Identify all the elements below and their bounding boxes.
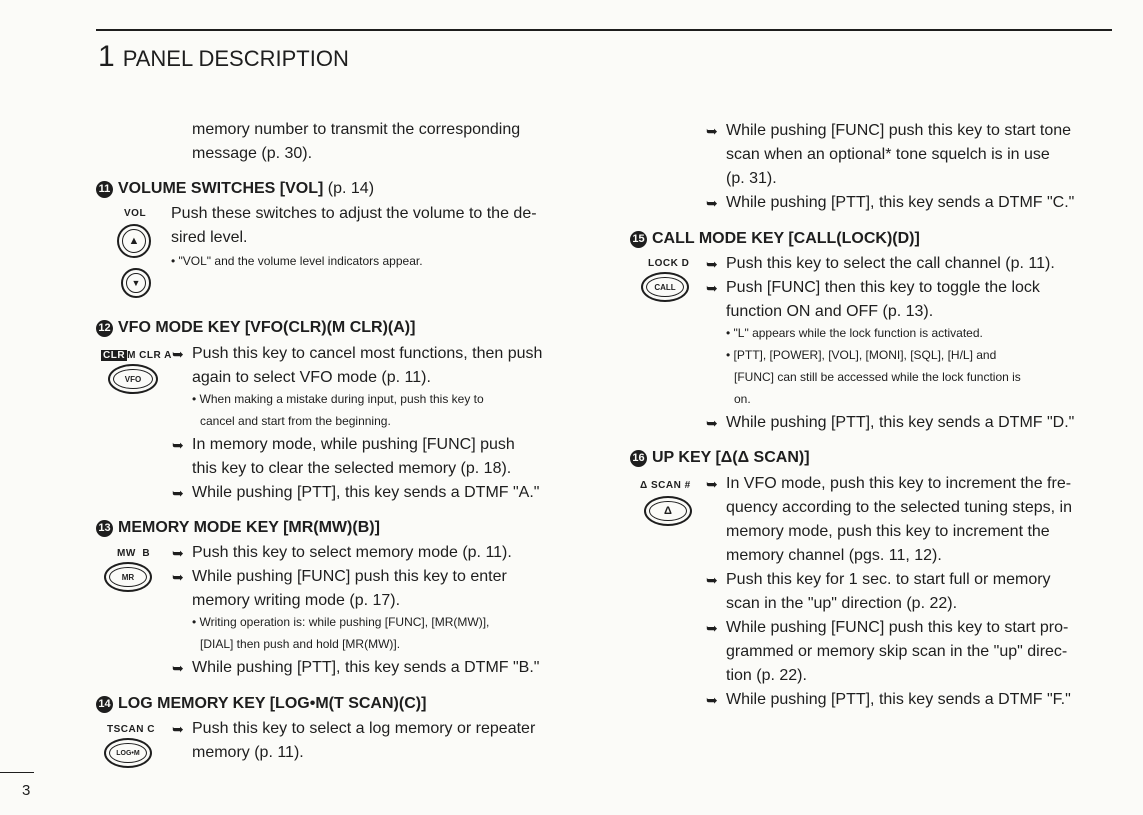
up-key-face: Δ bbox=[649, 501, 687, 521]
section-number-badge: 15 bbox=[630, 231, 647, 248]
section-heading-call bbox=[630, 227, 920, 251]
memory-p2-line-1: While pushing [FUNC] push this key to enter bbox=[192, 568, 507, 585]
up-p1-line-3: memory mode, push this key to increment the bbox=[726, 523, 1050, 540]
volume-text-1: Push these switches to adjust the volume to the de- bbox=[171, 205, 537, 222]
page-title bbox=[98, 40, 349, 74]
triangle-down-icon: ▼ bbox=[131, 278, 141, 288]
arrow-icon: ➥ bbox=[172, 545, 184, 561]
logm-key-label: TSCAN C bbox=[107, 724, 155, 735]
up-p3-line-1: While pushing [FUNC] push this key to start pro- bbox=[726, 619, 1069, 636]
arrow-icon: ➥ bbox=[172, 485, 184, 501]
arrow-icon: ➥ bbox=[706, 123, 718, 139]
intro-line-2: message (p. 30). bbox=[192, 145, 313, 162]
section-title: VFO MODE KEY [VFO(CLR)(M CLR)(A)] bbox=[118, 319, 416, 336]
up-p3-line-2: grammed or memory skip scan in the "up" direc- bbox=[726, 643, 1068, 660]
arrow-icon: ➥ bbox=[172, 660, 184, 676]
up-p3-line-3: tion (p. 22). bbox=[726, 667, 807, 684]
call-p3: While pushing [PTT], this key sends a DTMF "D." bbox=[726, 414, 1075, 431]
call-note-2-line-1: • [PTT], [POWER], [VOL], [MONI], [SQL], [H/L] and bbox=[726, 348, 997, 362]
vfo-p3: While pushing [PTT], this key sends a DTMF "A." bbox=[192, 484, 540, 501]
page-number: 3 bbox=[22, 782, 31, 799]
call-p1: Push this key to select the call channel (p. 11). bbox=[726, 255, 1055, 272]
volume-note: • "VOL" and the volume level indicators appear. bbox=[171, 254, 423, 268]
vfo-key-face: VFO bbox=[113, 369, 153, 389]
up-p2-line-2: scan in the "up" direction (p. 22). bbox=[726, 595, 958, 612]
chapter-title: PANEL DESCRIPTION bbox=[122, 46, 349, 71]
section-number-badge: 11 bbox=[96, 181, 113, 198]
logm-key-button[interactable] bbox=[104, 738, 152, 768]
cont-p2: While pushing [PTT], this key sends a DTMF "C." bbox=[726, 194, 1075, 211]
up-key-button[interactable] bbox=[644, 496, 692, 526]
mr-key-label: MW B bbox=[117, 548, 151, 559]
section-title: MEMORY MODE KEY [MR(MW)(B)] bbox=[118, 519, 380, 536]
section-title: VOLUME SWITCHES [VOL] bbox=[118, 180, 324, 197]
mr-key-button[interactable] bbox=[104, 562, 152, 592]
vfo-p2-line-2: this key to clear the selected memory (p. 18). bbox=[192, 460, 512, 477]
call-key-face: CALL bbox=[646, 277, 684, 297]
up-p1-line-2: quency according to the selected tuning steps, in bbox=[726, 499, 1072, 516]
up-key-label: Δ SCAN # bbox=[640, 480, 691, 491]
vfo-note-1: • When making a mistake during input, push this key to bbox=[192, 392, 484, 406]
up-p1-line-4: memory channel (pgs. 11, 12). bbox=[726, 547, 942, 564]
footer-rule bbox=[0, 772, 34, 773]
section-number-badge: 16 bbox=[630, 450, 647, 467]
up-p2-line-1: Push this key for 1 sec. to start full or memory bbox=[726, 571, 1051, 588]
vfo-note-2: cancel and start from the beginning. bbox=[200, 414, 391, 428]
up-p1-line-1: In VFO mode, push this key to increment the fre- bbox=[726, 475, 1072, 492]
arrow-icon: ➥ bbox=[706, 280, 718, 296]
call-note-1: • "L" appears while the lock function is activated. bbox=[726, 326, 983, 340]
arrow-icon: ➥ bbox=[706, 415, 718, 431]
volume-up-button[interactable] bbox=[117, 224, 151, 258]
section-heading-memory bbox=[96, 516, 380, 540]
logm-p1-line-2: memory (p. 11). bbox=[192, 744, 304, 761]
header-rule bbox=[96, 29, 1112, 31]
vfo-key-label: CLR M CLR A bbox=[103, 350, 172, 361]
cont-p1-line-1: While pushing [FUNC] push this key to start tone bbox=[726, 122, 1072, 139]
vfo-p1-line-1: Push this key to cancel most functions, then push bbox=[192, 345, 543, 362]
arrow-icon: ➥ bbox=[706, 572, 718, 588]
section-page-ref: (p. 14) bbox=[323, 180, 375, 197]
arrow-icon: ➥ bbox=[706, 692, 718, 708]
up-p4: While pushing [PTT], this key sends a DTMF "F." bbox=[726, 691, 1071, 708]
memory-p2-line-2: memory writing mode (p. 17). bbox=[192, 592, 401, 609]
intro-line-1: memory number to transmit the corresponding bbox=[192, 121, 521, 138]
cont-p1-line-2: scan when an optional* tone squelch is in use bbox=[726, 146, 1050, 163]
volume-text-2: sired level. bbox=[171, 229, 248, 246]
memory-note-2: [DIAL] then push and hold [MR(MW)]. bbox=[200, 637, 401, 651]
section-number-badge: 14 bbox=[96, 696, 113, 713]
volume-down-button[interactable] bbox=[121, 268, 151, 298]
cont-p1-line-3: (p. 31). bbox=[726, 170, 777, 187]
section-title: CALL MODE KEY [CALL(LOCK)(D)] bbox=[652, 230, 920, 247]
vfo-key-button[interactable] bbox=[108, 364, 158, 394]
section-title: LOG MEMORY KEY [LOG•M(T SCAN)(C)] bbox=[118, 695, 427, 712]
section-heading-volume bbox=[96, 177, 374, 201]
chapter-number: 1 bbox=[98, 40, 115, 73]
arrow-icon: ➥ bbox=[172, 437, 184, 453]
section-title: UP KEY [Δ(Δ SCAN)] bbox=[652, 449, 810, 466]
arrow-icon: ➥ bbox=[706, 195, 718, 211]
logm-key-face: LOG•M bbox=[109, 743, 147, 763]
vfo-p1-line-2: again to select VFO mode (p. 11). bbox=[192, 369, 431, 386]
call-note-2-line-3: on. bbox=[734, 392, 751, 406]
memory-note-1: • Writing operation is: while pushing [FUNC], [MR(MW)], bbox=[192, 615, 490, 629]
arrow-icon: ➥ bbox=[172, 346, 184, 362]
section-heading-up bbox=[630, 446, 810, 470]
section-number-badge: 13 bbox=[96, 520, 113, 537]
call-key-label: LOCK D bbox=[648, 258, 690, 269]
call-p2-line-2: function ON and OFF (p. 13). bbox=[726, 303, 934, 320]
vol-key-label: VOL bbox=[124, 208, 147, 219]
arrow-icon: ➥ bbox=[706, 476, 718, 492]
section-heading-log-memory bbox=[96, 692, 426, 716]
arrow-icon: ➥ bbox=[172, 721, 184, 737]
call-p2-line-1: Push [FUNC] then this key to toggle the lock bbox=[726, 279, 1040, 296]
call-note-2-line-2: [FUNC] can still be accessed while the lock function is bbox=[734, 370, 1021, 384]
triangle-up-icon: ▲ bbox=[128, 235, 140, 247]
memory-p3: While pushing [PTT], this key sends a DTMF "B." bbox=[192, 659, 540, 676]
arrow-icon: ➥ bbox=[706, 620, 718, 636]
arrow-icon: ➥ bbox=[172, 569, 184, 585]
vfo-p2-line-1: In memory mode, while pushing [FUNC] push bbox=[192, 436, 515, 453]
arrow-icon: ➥ bbox=[706, 256, 718, 272]
call-key-button[interactable] bbox=[641, 272, 689, 302]
mr-key-face: MR bbox=[109, 567, 147, 587]
logm-p1-line-1: Push this key to select a log memory or repeater bbox=[192, 720, 536, 737]
section-heading-vfo bbox=[96, 316, 415, 340]
section-number-badge: 12 bbox=[96, 320, 113, 337]
memory-p1: Push this key to select memory mode (p. 11). bbox=[192, 544, 512, 561]
